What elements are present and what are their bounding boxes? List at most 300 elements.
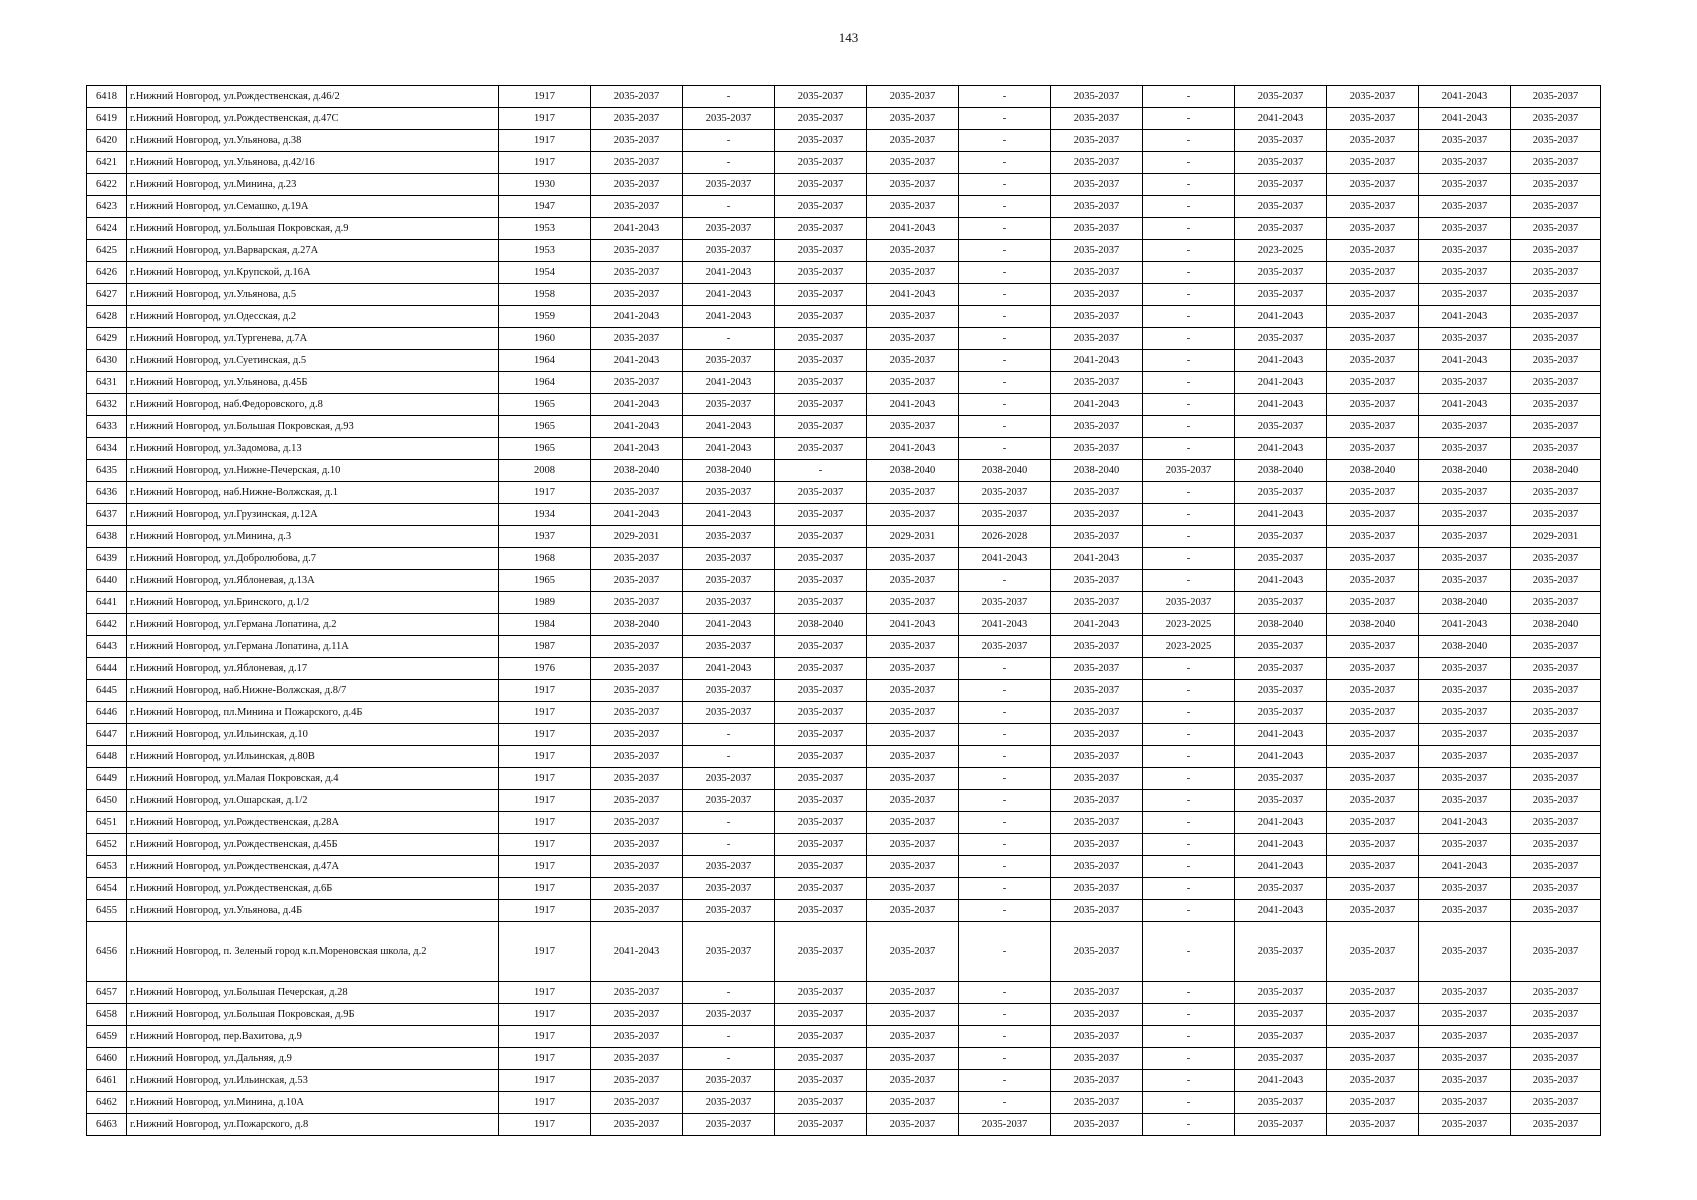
row-number: 6458 <box>87 1004 127 1026</box>
period-cell: 2035-2037 <box>1051 372 1143 394</box>
period-cell: - <box>959 196 1051 218</box>
period-cell: - <box>1143 790 1235 812</box>
period-cell: 2035-2037 <box>1327 174 1419 196</box>
period-cell: - <box>683 196 775 218</box>
period-cell: 2035-2037 <box>1235 1114 1327 1136</box>
period-cell: 2035-2037 <box>1051 526 1143 548</box>
period-cell: 2038-2040 <box>591 460 683 482</box>
period-cell: 2041-2043 <box>1419 306 1511 328</box>
period-cell: 2035-2037 <box>1235 636 1327 658</box>
period-cell: - <box>959 86 1051 108</box>
period-cell: 2035-2037 <box>1327 438 1419 460</box>
period-cell: 2035-2037 <box>1511 702 1601 724</box>
period-cell: 2035-2037 <box>1419 482 1511 504</box>
year-cell: 1947 <box>499 196 591 218</box>
period-cell: 2035-2037 <box>591 262 683 284</box>
period-cell: 2035-2037 <box>775 262 867 284</box>
period-cell: 2035-2037 <box>867 1092 959 1114</box>
period-cell: 2035-2037 <box>775 548 867 570</box>
period-cell: 2041-2043 <box>591 350 683 372</box>
period-cell: 2035-2037 <box>775 196 867 218</box>
period-cell: 2035-2037 <box>591 856 683 878</box>
period-cell: 2035-2037 <box>1327 856 1419 878</box>
period-cell: 2041-2043 <box>683 504 775 526</box>
table-row <box>87 1070 1601 1092</box>
period-cell: - <box>1143 812 1235 834</box>
period-cell: 2035-2037 <box>1327 108 1419 130</box>
period-cell: - <box>683 328 775 350</box>
year-cell: 1917 <box>499 724 591 746</box>
period-cell: 2035-2037 <box>775 1114 867 1136</box>
address-cell: г.Нижний Новгород, ул.Ильинская, д.53 <box>127 1070 499 1092</box>
period-cell: 2035-2037 <box>683 680 775 702</box>
period-cell: - <box>959 152 1051 174</box>
period-cell: 2035-2037 <box>591 372 683 394</box>
period-cell: - <box>1143 174 1235 196</box>
period-cell: - <box>1143 658 1235 680</box>
address-cell: г.Нижний Новгород, ул.Большая Покровская, д.9Б <box>127 1004 499 1026</box>
period-cell: 2035-2037 <box>1511 416 1601 438</box>
period-cell: 2035-2037 <box>959 1114 1051 1136</box>
row-number: 6442 <box>87 614 127 636</box>
period-cell: 2035-2037 <box>775 438 867 460</box>
period-cell: 2041-2043 <box>1235 856 1327 878</box>
period-cell: 2035-2037 <box>1051 1114 1143 1136</box>
period-cell: 2035-2037 <box>591 592 683 614</box>
period-cell: 2035-2037 <box>775 922 867 982</box>
period-cell: 2035-2037 <box>959 636 1051 658</box>
period-cell: 2035-2037 <box>867 350 959 372</box>
schedule-table <box>86 85 1601 1136</box>
year-cell: 1917 <box>499 152 591 174</box>
period-cell: 2041-2043 <box>1051 614 1143 636</box>
year-cell: 1917 <box>499 680 591 702</box>
period-cell: 2035-2037 <box>775 1092 867 1114</box>
table-row <box>87 834 1601 856</box>
row-number: 6423 <box>87 196 127 218</box>
period-cell: 2035-2037 <box>1511 1114 1601 1136</box>
period-cell: 2035-2037 <box>1327 658 1419 680</box>
period-cell: 2035-2037 <box>1327 1048 1419 1070</box>
period-cell: 2035-2037 <box>1327 922 1419 982</box>
period-cell: 2038-2040 <box>1235 614 1327 636</box>
row-number: 6453 <box>87 856 127 878</box>
table-row <box>87 174 1601 196</box>
period-cell: 2035-2037 <box>591 746 683 768</box>
row-number: 6449 <box>87 768 127 790</box>
period-cell: 2023-2025 <box>1235 240 1327 262</box>
period-cell: - <box>683 1048 775 1070</box>
period-cell: 2035-2037 <box>867 372 959 394</box>
period-cell: - <box>1143 152 1235 174</box>
period-cell: 2038-2040 <box>1419 460 1511 482</box>
period-cell: 2035-2037 <box>1327 504 1419 526</box>
period-cell: 2035-2037 <box>1051 1004 1143 1026</box>
address-cell: г.Нижний Новгород, ул.Ошарская, д.1/2 <box>127 790 499 812</box>
year-cell: 1960 <box>499 328 591 350</box>
period-cell: 2035-2037 <box>591 680 683 702</box>
period-cell: 2035-2037 <box>591 1048 683 1070</box>
period-cell: 2041-2043 <box>867 218 959 240</box>
period-cell: 2035-2037 <box>1327 372 1419 394</box>
period-cell: 2041-2043 <box>1419 350 1511 372</box>
period-cell: - <box>683 724 775 746</box>
period-cell: 2023-2025 <box>1143 614 1235 636</box>
period-cell: - <box>1143 834 1235 856</box>
period-cell: 2035-2037 <box>775 526 867 548</box>
period-cell: 2035-2037 <box>1327 680 1419 702</box>
period-cell: 2035-2037 <box>1235 1026 1327 1048</box>
period-cell: 2035-2037 <box>775 482 867 504</box>
period-cell: 2035-2037 <box>591 548 683 570</box>
period-cell: 2041-2043 <box>591 306 683 328</box>
period-cell: 2035-2037 <box>867 108 959 130</box>
period-cell: 2035-2037 <box>1419 196 1511 218</box>
row-number: 6431 <box>87 372 127 394</box>
year-cell: 1968 <box>499 548 591 570</box>
period-cell: 2041-2043 <box>1235 504 1327 526</box>
period-cell: 2035-2037 <box>1327 982 1419 1004</box>
year-cell: 1953 <box>499 218 591 240</box>
period-cell: 2035-2037 <box>591 240 683 262</box>
period-cell: - <box>1143 130 1235 152</box>
row-number: 6434 <box>87 438 127 460</box>
period-cell: 2035-2037 <box>1419 982 1511 1004</box>
row-number: 6432 <box>87 394 127 416</box>
period-cell: 2035-2037 <box>1051 790 1143 812</box>
table-row <box>87 504 1601 526</box>
row-number: 6448 <box>87 746 127 768</box>
year-cell: 1917 <box>499 86 591 108</box>
period-cell: 2035-2037 <box>867 636 959 658</box>
period-cell: 2041-2043 <box>1235 372 1327 394</box>
year-cell: 1930 <box>499 174 591 196</box>
period-cell: 2035-2037 <box>591 86 683 108</box>
period-cell: 2035-2037 <box>775 218 867 240</box>
period-cell: 2035-2037 <box>775 372 867 394</box>
period-cell: 2041-2043 <box>1051 350 1143 372</box>
period-cell: - <box>959 834 1051 856</box>
period-cell: 2035-2037 <box>1327 152 1419 174</box>
row-number: 6435 <box>87 460 127 482</box>
period-cell: 2035-2037 <box>1419 438 1511 460</box>
period-cell: 2035-2037 <box>591 1092 683 1114</box>
period-cell: - <box>959 856 1051 878</box>
period-cell: - <box>1143 746 1235 768</box>
period-cell: - <box>1143 724 1235 746</box>
period-cell: 2035-2037 <box>867 570 959 592</box>
period-cell: 2035-2037 <box>1051 982 1143 1004</box>
address-cell: г.Нижний Новгород, ул.Ульянова, д.5 <box>127 284 499 306</box>
period-cell: - <box>1143 482 1235 504</box>
period-cell: 2035-2037 <box>1511 482 1601 504</box>
period-cell: 2035-2037 <box>1327 218 1419 240</box>
address-cell: г.Нижний Новгород, ул.Тургенева, д.7А <box>127 328 499 350</box>
address-cell: г.Нижний Новгород, ул.Ульянова, д.45Б <box>127 372 499 394</box>
period-cell: - <box>1143 328 1235 350</box>
period-cell: 2035-2037 <box>1327 130 1419 152</box>
period-cell: 2035-2037 <box>1511 878 1601 900</box>
period-cell: 2035-2037 <box>1511 982 1601 1004</box>
period-cell: 2035-2037 <box>867 482 959 504</box>
address-cell: г.Нижний Новгород, ул.Ильинская, д.10 <box>127 724 499 746</box>
address-cell: г.Нижний Новгород, ул.Яблоневая, д.13А <box>127 570 499 592</box>
row-number: 6447 <box>87 724 127 746</box>
period-cell: 2035-2037 <box>683 108 775 130</box>
period-cell: 2035-2037 <box>1327 900 1419 922</box>
address-cell: г.Нижний Новгород, ул.Семашко, д.19А <box>127 196 499 218</box>
period-cell: 2035-2037 <box>1051 262 1143 284</box>
table-row <box>87 328 1601 350</box>
table-body <box>87 86 1601 1136</box>
period-cell: 2035-2037 <box>867 1026 959 1048</box>
period-cell: 2035-2037 <box>683 548 775 570</box>
row-number: 6452 <box>87 834 127 856</box>
period-cell: 2035-2037 <box>775 982 867 1004</box>
table-row <box>87 130 1601 152</box>
period-cell: 2035-2037 <box>591 724 683 746</box>
row-number: 6455 <box>87 900 127 922</box>
period-cell: 2041-2043 <box>683 306 775 328</box>
period-cell: 2035-2037 <box>1511 724 1601 746</box>
period-cell: 2035-2037 <box>591 284 683 306</box>
row-number: 6419 <box>87 108 127 130</box>
period-cell: - <box>959 1092 1051 1114</box>
table-row <box>87 416 1601 438</box>
period-cell: 2035-2037 <box>1419 284 1511 306</box>
period-cell: - <box>959 746 1051 768</box>
period-cell: 2035-2037 <box>1051 1026 1143 1048</box>
period-cell: 2035-2037 <box>1327 768 1419 790</box>
period-cell: 2035-2037 <box>1327 1070 1419 1092</box>
period-cell: 2035-2037 <box>775 350 867 372</box>
address-cell: г.Нижний Новгород, ул.Яблоневая, д.17 <box>127 658 499 680</box>
period-cell: 2035-2037 <box>1419 152 1511 174</box>
table-row <box>87 1114 1601 1136</box>
address-cell: г.Нижний Новгород, ул.Рождественская, д.6Б <box>127 878 499 900</box>
period-cell: - <box>959 982 1051 1004</box>
table-row <box>87 548 1601 570</box>
period-cell: 2035-2037 <box>1419 746 1511 768</box>
period-cell: 2035-2037 <box>1327 482 1419 504</box>
period-cell: - <box>1143 982 1235 1004</box>
period-cell: 2035-2037 <box>867 152 959 174</box>
period-cell: 2035-2037 <box>1419 900 1511 922</box>
period-cell: 2023-2025 <box>1143 636 1235 658</box>
address-cell: г.Нижний Новгород, ул.Рождественская, д.45Б <box>127 834 499 856</box>
address-cell: г.Нижний Новгород, ул.Ульянова, д.38 <box>127 130 499 152</box>
period-cell: 2035-2037 <box>1327 262 1419 284</box>
period-cell: 2035-2037 <box>683 702 775 724</box>
period-cell: 2035-2037 <box>1511 350 1601 372</box>
row-number: 6439 <box>87 548 127 570</box>
period-cell: - <box>959 350 1051 372</box>
period-cell: 2035-2037 <box>775 702 867 724</box>
period-cell: 2035-2037 <box>1051 922 1143 982</box>
year-cell: 1917 <box>499 768 591 790</box>
period-cell: 2038-2040 <box>591 614 683 636</box>
row-number: 6462 <box>87 1092 127 1114</box>
year-cell: 1987 <box>499 636 591 658</box>
period-cell: 2041-2043 <box>1419 812 1511 834</box>
period-cell: 2035-2037 <box>1051 1048 1143 1070</box>
table-row <box>87 922 1601 982</box>
period-cell: - <box>1143 1092 1235 1114</box>
period-cell: 2035-2037 <box>775 152 867 174</box>
address-cell: г.Нижний Новгород, ул.Германа Лопатина, д.11А <box>127 636 499 658</box>
period-cell: 2035-2037 <box>591 900 683 922</box>
period-cell: 2035-2037 <box>591 1026 683 1048</box>
address-cell: г.Нижний Новгород, ул.Рождественская, д.47А <box>127 856 499 878</box>
period-cell: 2041-2043 <box>1235 438 1327 460</box>
address-cell: г.Нижний Новгород, ул.Пожарского, д.8 <box>127 1114 499 1136</box>
period-cell: 2035-2037 <box>1419 240 1511 262</box>
period-cell: 2035-2037 <box>867 922 959 982</box>
period-cell: - <box>1143 284 1235 306</box>
period-cell: 2035-2037 <box>867 504 959 526</box>
table-row <box>87 1026 1601 1048</box>
period-cell: 2041-2043 <box>1419 856 1511 878</box>
row-number: 6445 <box>87 680 127 702</box>
year-cell: 1953 <box>499 240 591 262</box>
period-cell: 2035-2037 <box>591 1114 683 1136</box>
table-row <box>87 1092 1601 1114</box>
period-cell: 2035-2037 <box>1511 790 1601 812</box>
table-row <box>87 724 1601 746</box>
period-cell: 2035-2037 <box>1051 504 1143 526</box>
period-cell: 2035-2037 <box>1419 218 1511 240</box>
period-cell: 2038-2040 <box>1511 460 1601 482</box>
period-cell: - <box>959 922 1051 982</box>
period-cell: 2035-2037 <box>1327 812 1419 834</box>
table-row <box>87 878 1601 900</box>
period-cell: 2035-2037 <box>959 504 1051 526</box>
period-cell: 2041-2043 <box>1419 108 1511 130</box>
period-cell: 2035-2037 <box>1327 1092 1419 1114</box>
row-number: 6418 <box>87 86 127 108</box>
address-cell: г.Нижний Новгород, ул.Большая Печерская, д.28 <box>127 982 499 1004</box>
table-row <box>87 284 1601 306</box>
period-cell: 2035-2037 <box>1511 1026 1601 1048</box>
address-cell: г.Нижний Новгород, ул.Ульянова, д.42/16 <box>127 152 499 174</box>
period-cell: 2035-2037 <box>775 900 867 922</box>
period-cell: 2035-2037 <box>867 1114 959 1136</box>
period-cell: 2035-2037 <box>775 284 867 306</box>
table-row <box>87 768 1601 790</box>
period-cell: 2035-2037 <box>1511 1092 1601 1114</box>
address-cell: г.Нижний Новгород, ул.Задомова, д.13 <box>127 438 499 460</box>
row-number: 6446 <box>87 702 127 724</box>
period-cell: - <box>959 394 1051 416</box>
period-cell: 2035-2037 <box>1235 262 1327 284</box>
period-cell: 2035-2037 <box>1235 768 1327 790</box>
period-cell: 2035-2037 <box>591 834 683 856</box>
period-cell: - <box>959 878 1051 900</box>
period-cell: 2035-2037 <box>1235 482 1327 504</box>
period-cell: 2035-2037 <box>591 328 683 350</box>
period-cell: 2035-2037 <box>1511 284 1601 306</box>
year-cell: 1984 <box>499 614 591 636</box>
period-cell: 2038-2040 <box>1051 460 1143 482</box>
period-cell: 2035-2037 <box>683 526 775 548</box>
period-cell: 2035-2037 <box>591 130 683 152</box>
period-cell: - <box>683 86 775 108</box>
period-cell: - <box>959 724 1051 746</box>
address-cell: г.Нижний Новгород, пер.Вахитова, д.9 <box>127 1026 499 1048</box>
page-number: 143 <box>838 30 859 45</box>
address-cell: г.Нижний Новгород, ул.Большая Покровская, д.9 <box>127 218 499 240</box>
period-cell: - <box>1143 262 1235 284</box>
period-cell: 2038-2040 <box>867 460 959 482</box>
period-cell: 2035-2037 <box>1051 152 1143 174</box>
period-cell: 2035-2037 <box>591 152 683 174</box>
address-cell: г.Нижний Новгород, ул.Крупской, д.16А <box>127 262 499 284</box>
period-cell: 2035-2037 <box>591 636 683 658</box>
period-cell: - <box>959 1004 1051 1026</box>
period-cell: 2035-2037 <box>775 834 867 856</box>
period-cell: 2035-2037 <box>775 1048 867 1070</box>
period-cell: - <box>959 328 1051 350</box>
row-number: 6425 <box>87 240 127 262</box>
period-cell: - <box>959 416 1051 438</box>
period-cell: 2035-2037 <box>1051 768 1143 790</box>
row-number: 6426 <box>87 262 127 284</box>
period-cell: 2041-2043 <box>1235 350 1327 372</box>
table-row <box>87 86 1601 108</box>
period-cell: - <box>1143 526 1235 548</box>
period-cell: 2035-2037 <box>867 196 959 218</box>
address-cell: г.Нижний Новгород, наб.Нижне-Волжская, д.8/7 <box>127 680 499 702</box>
row-number: 6463 <box>87 1114 127 1136</box>
period-cell: 2035-2037 <box>1051 328 1143 350</box>
year-cell: 1976 <box>499 658 591 680</box>
period-cell: 2035-2037 <box>1051 746 1143 768</box>
period-cell: 2035-2037 <box>1511 196 1601 218</box>
period-cell: 2035-2037 <box>1511 372 1601 394</box>
period-cell: 2035-2037 <box>775 746 867 768</box>
address-cell: г.Нижний Новгород, ул.Нижне-Печерская, д.10 <box>127 460 499 482</box>
period-cell: 2035-2037 <box>1327 526 1419 548</box>
period-cell: 2035-2037 <box>1235 548 1327 570</box>
address-cell: г.Нижний Новгород, ул.Минина, д.23 <box>127 174 499 196</box>
table-row <box>87 108 1601 130</box>
period-cell: - <box>959 900 1051 922</box>
year-cell: 1917 <box>499 922 591 982</box>
period-cell: - <box>959 658 1051 680</box>
period-cell: - <box>1143 1026 1235 1048</box>
address-cell: г.Нижний Новгород, наб.Федоровского, д.8 <box>127 394 499 416</box>
year-cell: 1917 <box>499 982 591 1004</box>
period-cell: 2035-2037 <box>591 878 683 900</box>
period-cell: - <box>1143 350 1235 372</box>
period-cell: - <box>1143 372 1235 394</box>
year-cell: 1917 <box>499 482 591 504</box>
period-cell: - <box>1143 196 1235 218</box>
period-cell: 2035-2037 <box>1419 790 1511 812</box>
table-row <box>87 812 1601 834</box>
period-cell: 2038-2040 <box>1327 460 1419 482</box>
period-cell: 2035-2037 <box>1235 1048 1327 1070</box>
period-cell: 2035-2037 <box>867 790 959 812</box>
address-cell: г.Нижний Новгород, ул.Ульянова, д.4Б <box>127 900 499 922</box>
period-cell: 2035-2037 <box>867 416 959 438</box>
period-cell: 2041-2043 <box>1235 746 1327 768</box>
table-row <box>87 790 1601 812</box>
period-cell: 2035-2037 <box>775 768 867 790</box>
period-cell: 2035-2037 <box>867 900 959 922</box>
period-cell: 2035-2037 <box>867 548 959 570</box>
period-cell: - <box>1143 504 1235 526</box>
